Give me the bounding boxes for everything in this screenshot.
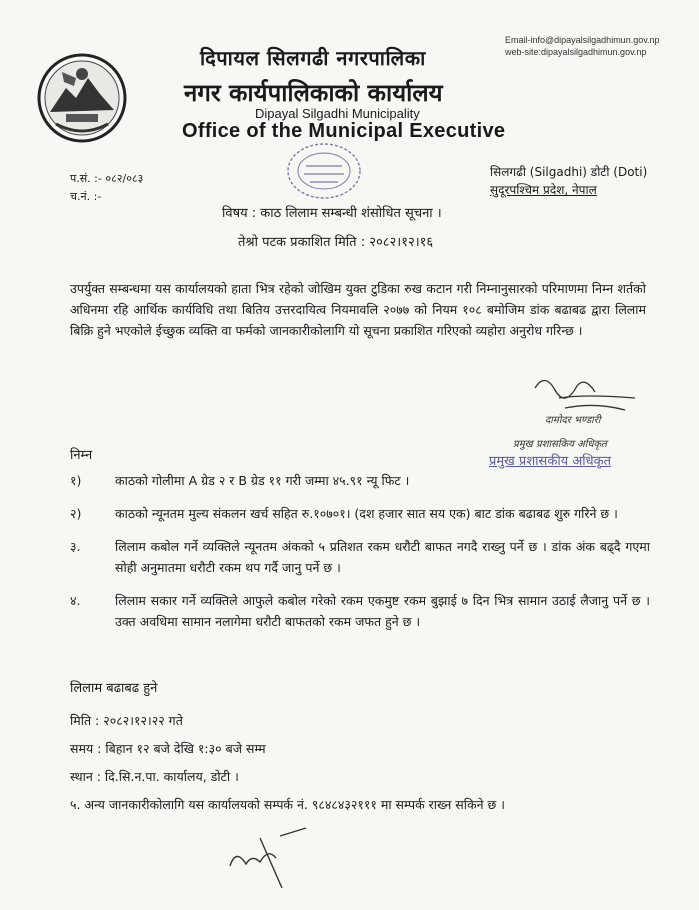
list-item — [70, 503, 650, 524]
item-number: ४. — [70, 593, 81, 608]
item-number: १) — [70, 473, 82, 488]
subject-line: विषय : काठ लिलाम सम्बन्धी शंसोधित सूचना । — [222, 206, 442, 221]
contact-note: ५. अन्य जानकारीकोलागि यस कार्यालयको सम्पर्क नं. ९८४८४३२१११ मा सम्पर्क राख्न सकिने छ । — [70, 797, 505, 812]
contact-block — [505, 34, 660, 58]
item-text: काठको गोलीमा A ग्रेड २ र B ग्रेड ११ गरी जम्मा ४५.९१ न्यू फिट । — [115, 473, 410, 488]
reference-block — [70, 170, 143, 206]
published-date: तेश्रो पटक प्रकाशित मिति : २०८२।१२।१६ — [238, 235, 434, 250]
province-line: सुदूरपश्चिम प्रदेश, नेपाल — [490, 183, 597, 197]
body-paragraph: उपर्युक्त सम्बन्धमा यस कार्यालयको हाता भित्र रहेको जोखिम युक्त टुडिका रुख कटान गरी निम्नानुसारको परिमाणमा निम्न शर्तको अधिनमा रहि आर्थिक कार्यविधि तथा बितिय उत्तरदायित्व नियमावलि २०७७ को नियम १०८ बमोजिम डांक बढाबढ द्वारा लिलाम बिक्रि हुने भएकोले ईच्छुक व्यक्ति वा फर्मको जानकारीकोलागि यो सूचना प्रकाशित गरिएको व्यहोरा अनुरोध गरिन्छ । — [70, 281, 646, 338]
nepal-emblem-icon — [36, 52, 128, 144]
auction-venue: स्थान : दि.सि.न.पा. कार्यालय, डोटी । — [70, 769, 239, 784]
signer-title: प्रमुख प्रशासकिय अधिकृत — [513, 439, 607, 450]
item-text: लिलाम सकार गर्ने व्यक्तिले आफुले कबोल गरेको रकम एकमुष्ट रकम बुझाई ७ दिन भित्र सामान उठाई लैजानु पर्ने छ । उक्त अवधिमा सामान नलागेमा धरौटी बाफतको रकम जफत हुने छ । — [115, 593, 650, 629]
office-name-en: Office of the Municipal Executive — [182, 120, 506, 142]
signer-name: दामोदर भण्डारी — [545, 415, 601, 426]
place-block — [490, 163, 647, 199]
item-number: ३. — [70, 539, 81, 554]
email-text: Email-info@dipayalsilgadhimun.gov.np — [505, 35, 660, 45]
designation-stamp: प्रमुख प्रशासकीय अधिकृत — [489, 454, 612, 469]
letter-number: प.सं. :- ०८२/०८३ — [70, 172, 144, 185]
municipality-name-en: Dipayal Silgadhi Municipality — [255, 106, 420, 121]
place-line: सिलगढी (Silgadhi) डोटी (Doti) — [490, 165, 648, 179]
auction-date: मिति : २०८२।१२।२२ गते — [70, 713, 183, 728]
auction-heading: लिलाम बढाबढ हुने — [70, 681, 158, 696]
list-heading: निम्न — [70, 448, 93, 463]
municipality-name-np: दिपायल सिलगढी नगरपालिका — [200, 46, 426, 70]
dispatch-number: च.नं. :- — [70, 190, 102, 203]
auction-time: समय : बिहान १२ बजे देखि १:३० बजे सम्म — [70, 741, 266, 756]
list-item — [70, 470, 650, 491]
signature-image — [220, 818, 320, 890]
office-stamp-icon — [284, 140, 364, 202]
item-text: काठको न्यूनतम मुल्य संकलन खर्च सहित रु.१०७०१। (दश हजार सात सय एक) बाट डांक बढाबढ शुरु गरिने छ । — [115, 506, 618, 521]
office-name-np: नगर कार्यपालिकाको कार्यालय — [184, 79, 443, 107]
list-item — [70, 590, 650, 632]
item-number: २) — [70, 506, 82, 521]
website-text: web-site:dipayalsilgadhimun.gov.np — [505, 47, 647, 57]
item-text: लिलाम कबोल गर्ने व्यक्तिले न्यूनतम अंकको ५ प्रतिशत रकम धरौटी बाफत नगदै राख्नु पर्ने छ । डांक अंक बढ्दै गएमा सोही अनुमातमा धरौटी रकम थप गर्दै जानु पर्ने छ । — [115, 539, 650, 575]
list-item — [70, 536, 650, 578]
conditions-list — [70, 470, 650, 644]
